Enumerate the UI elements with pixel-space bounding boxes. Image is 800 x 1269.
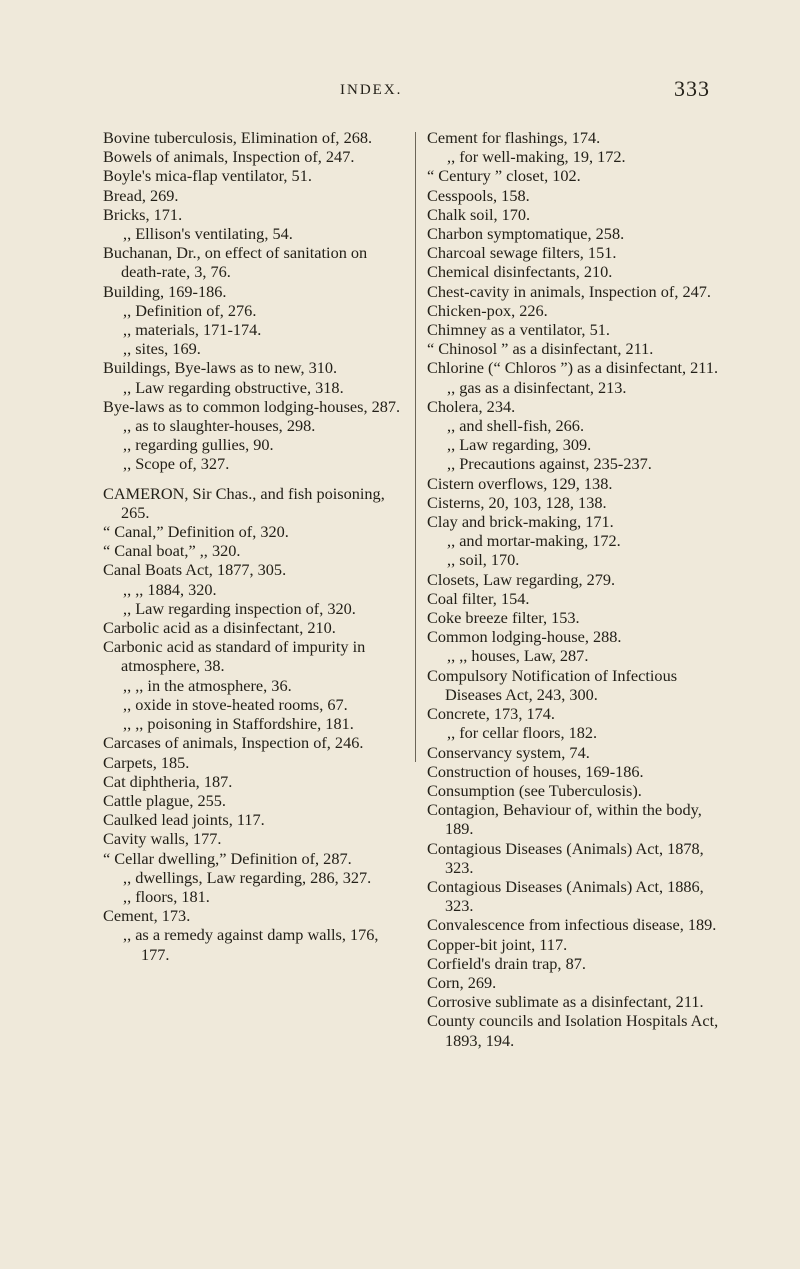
index-entry: Bovine tuberculosis, Elimination of, 268. [103,128,373,147]
index-subentry: ,, floors, 181. [123,886,210,906]
index-entry: Canal Boats Act, 1877, 305. [103,560,287,580]
column-divider [415,132,416,762]
index-entry: CAMERON, Sir Chas., and fish poisoning, 265. [103,483,385,522]
index-subentry: ,, materials, 171-174. [123,320,262,340]
page-number: 333 [674,76,710,101]
index-subentry: ,, ,, in the atmosphere, 36. [123,675,292,695]
page-header [100,74,710,108]
index-subentry: ,, as to slaughter-houses, 298. [123,416,316,436]
index-entry: Carpets, 185. [103,752,190,772]
index-entry: Cisterns, 20, 103, 128, 138. [427,492,607,512]
index-entry: Closets, Law regarding, 279. [427,569,616,589]
index-entry: Copper-bit joint, 117. [427,934,568,954]
index-entry: Contagious Diseases (Animals) Act, 1886, 323. [427,876,704,916]
index-entry: “ Canal boat,” ,, 320. [103,541,241,561]
index-entry: Concrete, 173, 174. [427,704,555,724]
index-entry: “ Chinosol ” as a disinfectant, 211. [427,339,654,359]
index-entry: Carbonic acid as standard of impurity in atmosphere, 38. [103,637,366,676]
index-entry: Bye-laws as to common lodging-houses, 287. [103,396,401,416]
index-entry: Construction of houses, 169-186. [427,761,644,781]
index-entry: Convalescence from infectious disease, 189. [427,915,717,935]
index-entry: Corn, 269. [427,972,497,992]
index-entry: Contagious Diseases (Animals) Act, 1878, 323. [427,838,704,877]
index-subentry: ,, regarding gullies, 90. [123,435,274,455]
index-entry: Building, 169-186. [103,281,227,301]
index-subentry: ,, Law regarding inspection of, 320. [123,598,356,618]
index-entry: Chest-cavity in animals, Inspection of, 247. [427,281,711,301]
index-subentry: ,, and shell-fish, 266. [447,416,585,436]
index-entry: Chemical disinfectants, 210. [427,262,613,282]
index-subentry: ,, sites, 169. [123,339,201,359]
index-subentry: ,, as a remedy against damp walls, 176, 177. [123,925,379,964]
index-entry: Cement, 173. [103,906,191,926]
index-subentry: ,, gas as a disinfectant, 213. [447,377,627,397]
index-entry: Cat diphtheria, 187. [103,771,233,791]
index-subentry: ,, oxide in stove-heated rooms, 67. [123,694,348,714]
index-entry: Coke breeze filter, 153. [427,608,580,628]
index-entry: Buchanan, Dr., on effect of sanitation on death-rate, 3, 76. [103,243,368,282]
index-entry: Bricks, 171. [103,204,183,224]
index-subentry: ,, soil, 170. [447,550,520,570]
index-entry: Buildings, Bye-laws as to new, 310. [103,358,338,378]
index-subentry: ,, Definition of, 276. [123,300,257,320]
index-entry: Corfield's drain trap, 87. [427,953,586,973]
index-entry: Clay and brick-making, 171. [427,512,614,532]
index-entry: Corrosive sublimate as a disinfectant, 211. [427,992,704,1012]
index-entry: “ Century ” closet, 102. [427,166,581,186]
index-entry: Compulsory Notification of Infectious Diseases Act, 243, 300. [427,665,678,704]
section-gap [103,474,408,484]
index-subentry: ,, Ellison's ventilating, 54. [123,224,293,244]
index-entry: Cistern overflows, 129, 138. [427,473,613,493]
index-entry: “ Canal,” Definition of, 320. [103,522,289,542]
index-entry: Conservancy system, 74. [427,742,590,762]
index-entry: Carcases of animals, Inspection of, 246. [103,733,364,753]
index-subentry: ,, and mortar-making, 172. [447,531,621,551]
index-entry: Cholera, 234. [427,396,516,416]
index-subentry: ,, Scope of, 327. [123,454,230,474]
index-subentry: ,, Law regarding, 309. [447,435,592,455]
index-entry: Charcoal sewage filters, 151. [427,243,617,263]
running-title: INDEX. [340,82,403,98]
index-entry: Contagion, Behaviour of, within the body, 189. [427,800,702,839]
index-entry: Boyle's mica-flap ventilator, 51. [103,166,312,186]
index-subentry: ,, dwellings, Law regarding, 286, 327. [123,867,372,887]
index-entry: Chlorine (“ Chloros ”) as a disinfectant, 211. [427,358,719,378]
index-entry: Caulked lead joints, 117. [103,810,265,830]
index-subentry: ,, Precautions against, 235-237. [447,454,652,474]
index-entry: Cement for flashings, 174. [427,128,601,147]
index-entry: Charbon symptomatique, 258. [427,224,625,244]
index-entry: Cesspools, 158. [427,185,530,205]
index-subentry: ,, ,, 1884, 320. [123,579,217,599]
index-subentry: ,, for cellar floors, 182. [447,723,598,743]
index-column-left [103,128,408,964]
index-entry: Bowels of animals, Inspection of, 247. [103,147,355,167]
index-entry: Cavity walls, 177. [103,829,222,849]
index-entry: Consumption (see Tuberculosis). [427,780,642,800]
index-entry: Common lodging-house, 288. [427,627,622,647]
index-entry: Bread, 269. [103,185,179,205]
index-entry: Chalk soil, 170. [427,204,531,224]
index-entry: Cattle plague, 255. [103,790,226,810]
index-entry: “ Cellar dwelling,” Definition of, 287. [103,848,352,868]
index-entry: Carbolic acid as a disinfectant, 210. [103,618,336,638]
index-entry: Chimney as a ventilator, 51. [427,320,610,340]
index-entry: Coal filter, 154. [427,588,530,608]
index-subentry: ,, ,, poisoning in Staffordshire, 181. [123,714,354,734]
index-subentry: ,, ,, houses, Law, 287. [447,646,589,666]
index-entry: County councils and Isolation Hospitals Act, 1893, 194. [427,1011,719,1050]
index-subentry: ,, for well-making, 19, 172. [447,147,626,167]
index-subentry: ,, Law regarding obstructive, 318. [123,377,344,397]
index-column-right [427,128,725,1050]
index-entry: Chicken-pox, 226. [427,300,548,320]
